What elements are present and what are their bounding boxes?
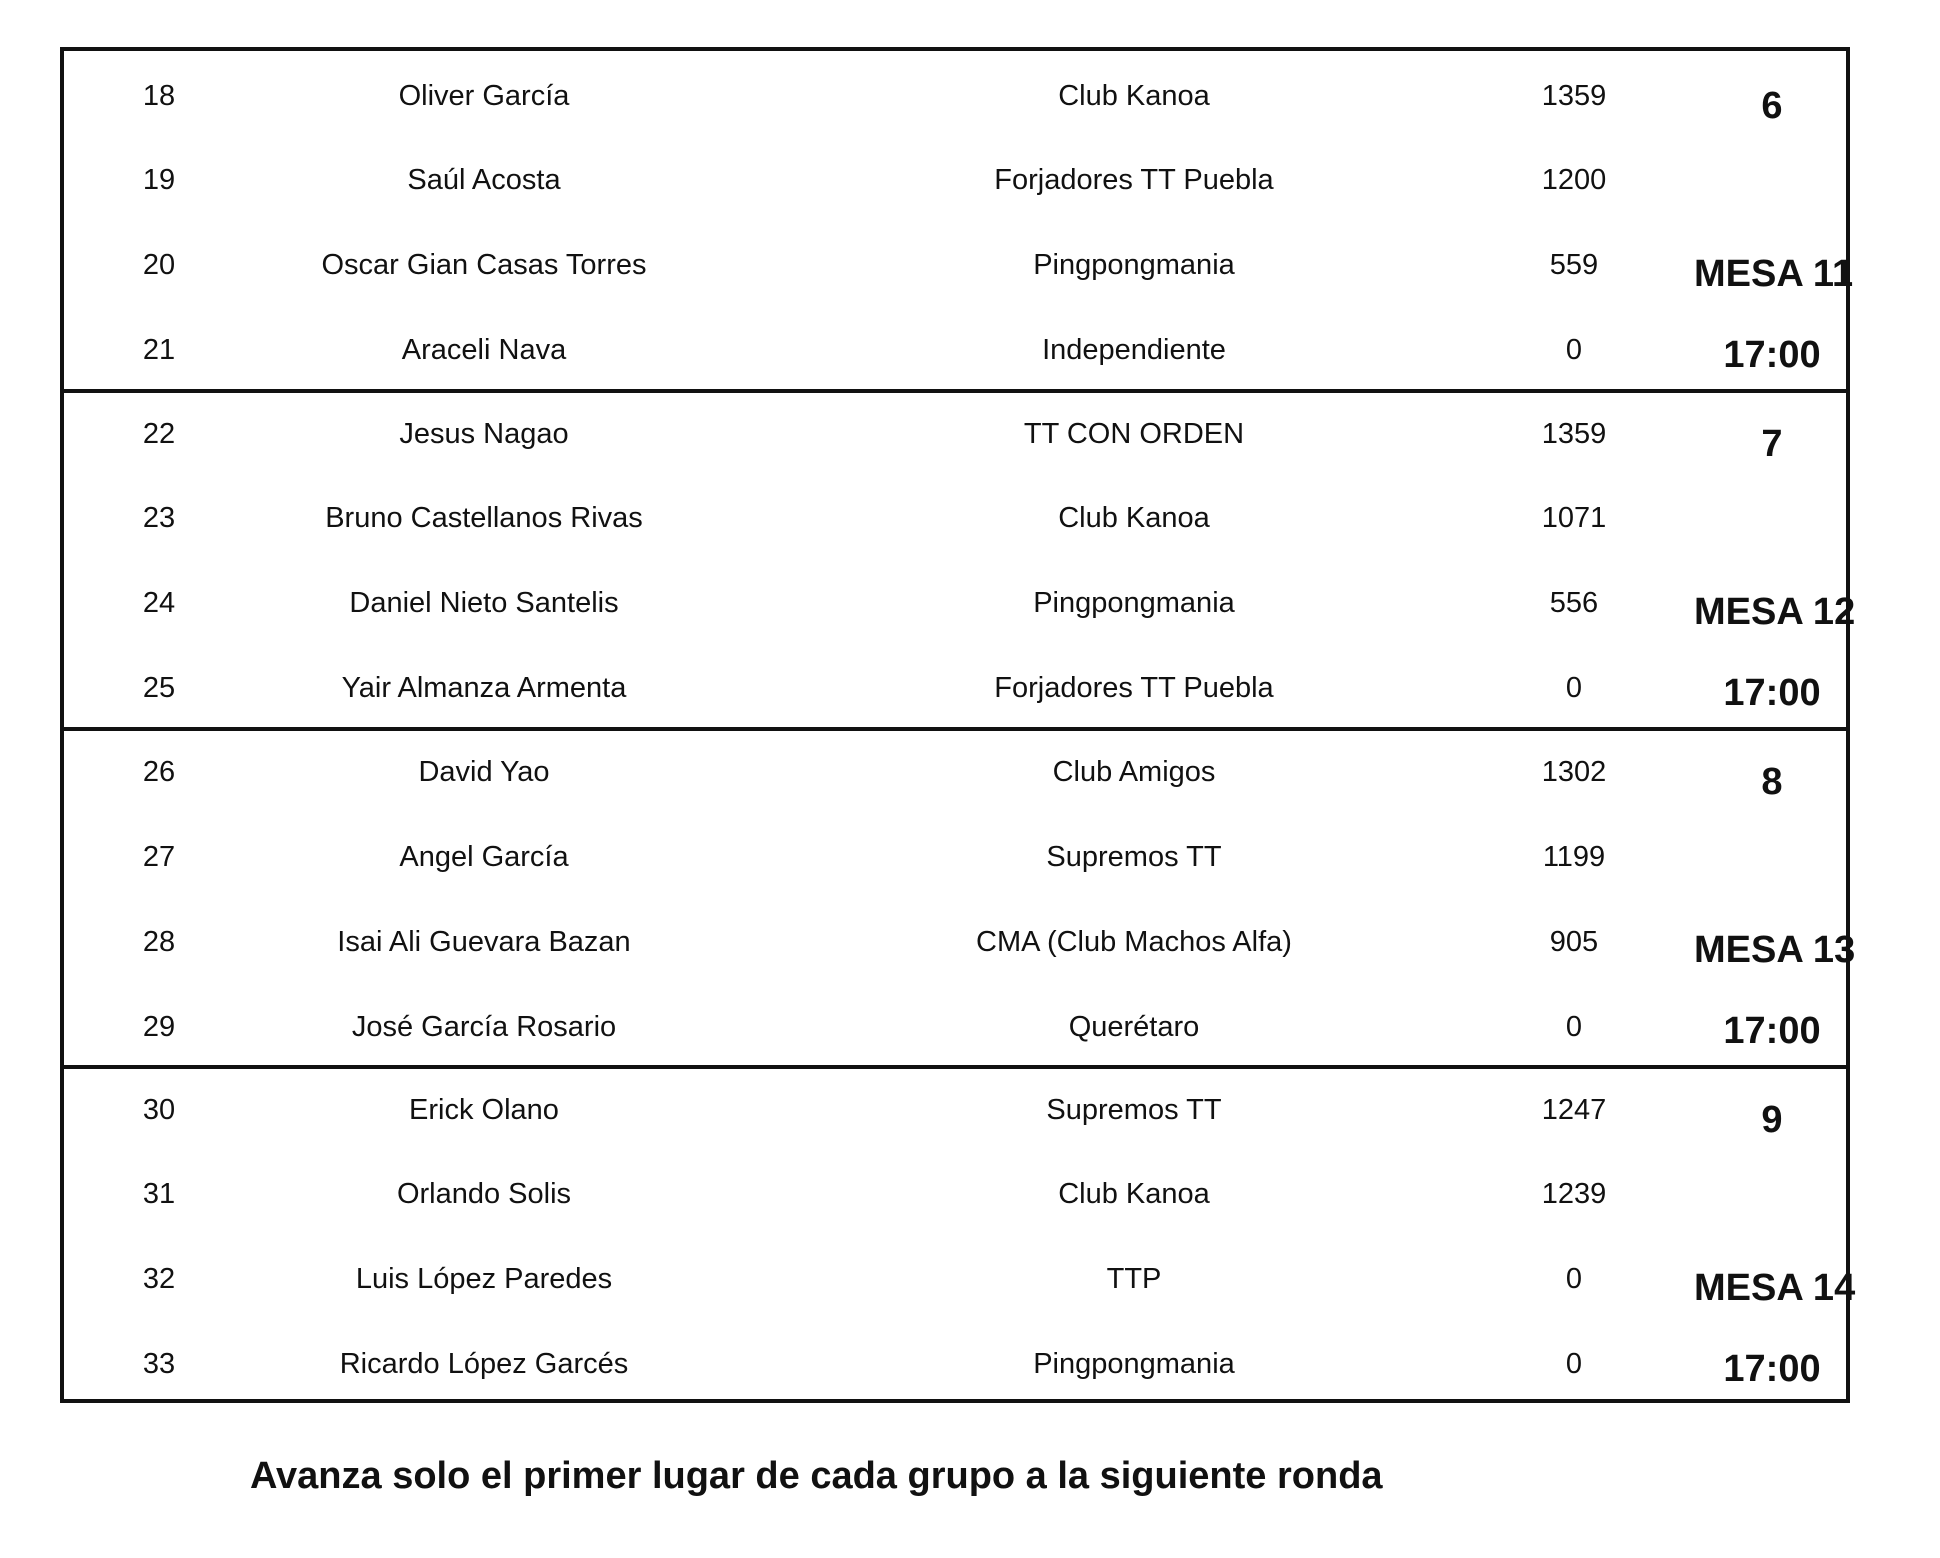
player-number: 29 bbox=[142, 1011, 176, 1043]
footnote: Avanza solo el primer lugar de cada grupo a la siguiente ronda bbox=[250, 1455, 1383, 1497]
player-name: David Yao bbox=[418, 756, 550, 788]
group-block bbox=[64, 1065, 1856, 1399]
player-club: CMA (Club Machos Alfa) bbox=[976, 926, 1292, 958]
player-points: 0 bbox=[1565, 1011, 1583, 1043]
table-row bbox=[64, 330, 1704, 370]
player-club: Club Kanoa bbox=[1058, 80, 1210, 112]
table-row bbox=[64, 245, 1704, 285]
table-row bbox=[64, 1259, 1704, 1299]
player-points: 559 bbox=[1549, 249, 1599, 281]
player-number: 32 bbox=[142, 1263, 176, 1295]
group-number: 9 bbox=[1761, 1099, 1783, 1141]
table-row bbox=[64, 583, 1704, 623]
player-number: 23 bbox=[142, 502, 176, 534]
player-name: José García Rosario bbox=[351, 1011, 617, 1043]
player-number: 26 bbox=[142, 756, 176, 788]
group-number: 8 bbox=[1761, 761, 1783, 803]
table-row bbox=[64, 752, 1704, 792]
match-time: 17:00 bbox=[1723, 1348, 1821, 1390]
player-club: Club Kanoa bbox=[1058, 502, 1210, 534]
player-name: Yair Almanza Armenta bbox=[341, 672, 627, 704]
group-number: 7 bbox=[1761, 423, 1783, 465]
player-number: 30 bbox=[142, 1094, 176, 1126]
table-row bbox=[64, 160, 1704, 200]
player-name: Oscar Gian Casas Torres bbox=[321, 249, 647, 281]
player-number: 20 bbox=[142, 249, 176, 281]
player-points: 1199 bbox=[1542, 841, 1606, 873]
group-number: 6 bbox=[1761, 85, 1783, 127]
player-name: Isai Ali Guevara Bazan bbox=[337, 926, 631, 958]
player-club: Querétaro bbox=[1068, 1011, 1200, 1043]
player-club: Forjadores TT Puebla bbox=[994, 672, 1274, 704]
player-points: 0 bbox=[1565, 1348, 1583, 1380]
table-row bbox=[64, 414, 1704, 454]
player-number: 18 bbox=[142, 80, 176, 112]
table-row bbox=[64, 668, 1704, 708]
player-club: Pingpongmania bbox=[1033, 249, 1235, 281]
player-number: 25 bbox=[142, 672, 176, 704]
player-points: 0 bbox=[1565, 334, 1583, 366]
player-name: Ricardo López Garcés bbox=[339, 1348, 629, 1380]
player-number: 33 bbox=[142, 1348, 176, 1380]
match-time: 17:00 bbox=[1723, 334, 1821, 376]
player-club: Pingpongmania bbox=[1033, 1348, 1235, 1380]
player-points: 1239 bbox=[1541, 1178, 1607, 1210]
player-name: Oliver García bbox=[398, 80, 570, 112]
player-name: Daniel Nieto Santelis bbox=[349, 587, 619, 619]
player-number: 24 bbox=[142, 587, 176, 619]
table-label: MESA 12 bbox=[1694, 591, 1856, 633]
player-points: 0 bbox=[1565, 672, 1583, 704]
player-name: Saúl Acosta bbox=[407, 164, 561, 196]
player-name: Orlando Solis bbox=[396, 1178, 572, 1210]
table-row bbox=[64, 1007, 1704, 1047]
player-club: Independiente bbox=[1042, 334, 1226, 366]
player-number: 28 bbox=[142, 926, 176, 958]
groups-table bbox=[60, 47, 1856, 1403]
player-points: 1359 bbox=[1541, 418, 1607, 450]
player-points: 1247 bbox=[1541, 1094, 1607, 1126]
group-block bbox=[64, 51, 1854, 389]
player-number: 22 bbox=[142, 418, 176, 450]
player-club: Forjadores TT Puebla bbox=[994, 164, 1274, 196]
group-block bbox=[64, 389, 1856, 727]
player-number: 27 bbox=[142, 841, 176, 873]
match-time: 17:00 bbox=[1723, 672, 1821, 714]
match-time: 17:00 bbox=[1723, 1010, 1821, 1052]
group-block bbox=[64, 727, 1856, 1065]
player-points: 0 bbox=[1565, 1263, 1583, 1295]
table-label: MESA 13 bbox=[1694, 929, 1856, 971]
table-row bbox=[64, 922, 1704, 962]
player-club: TTP bbox=[1106, 1263, 1162, 1295]
table-row bbox=[64, 837, 1704, 877]
table-row bbox=[64, 1174, 1704, 1214]
table-row bbox=[64, 76, 1704, 116]
player-points: 556 bbox=[1549, 587, 1599, 619]
player-points: 1359 bbox=[1541, 80, 1607, 112]
player-club: Club Amigos bbox=[1052, 756, 1216, 788]
player-club: Supremos TT bbox=[1046, 1094, 1222, 1126]
player-club: TT CON ORDEN bbox=[1023, 418, 1245, 450]
player-number: 31 bbox=[142, 1178, 176, 1210]
player-club: Club Kanoa bbox=[1058, 1178, 1210, 1210]
player-number: 19 bbox=[142, 164, 176, 196]
player-points: 905 bbox=[1549, 926, 1599, 958]
player-number: 21 bbox=[142, 334, 176, 366]
player-name: Bruno Castellanos Rivas bbox=[325, 502, 643, 534]
table-label: MESA 11 bbox=[1694, 253, 1854, 295]
table-row bbox=[64, 498, 1704, 538]
player-points: 1071 bbox=[1541, 502, 1607, 534]
player-club: Pingpongmania bbox=[1033, 587, 1235, 619]
player-name: Angel García bbox=[399, 841, 569, 873]
player-points: 1200 bbox=[1541, 164, 1607, 196]
table-label: MESA 14 bbox=[1694, 1267, 1856, 1309]
player-name: Luis López Paredes bbox=[355, 1263, 613, 1295]
table-row bbox=[64, 1344, 1704, 1384]
player-name: Erick Olano bbox=[409, 1094, 559, 1126]
player-points: 1302 bbox=[1541, 756, 1607, 788]
player-club: Supremos TT bbox=[1046, 841, 1222, 873]
player-name: Jesus Nagao bbox=[399, 418, 569, 450]
table-row bbox=[64, 1090, 1704, 1130]
player-name: Araceli Nava bbox=[401, 334, 567, 366]
